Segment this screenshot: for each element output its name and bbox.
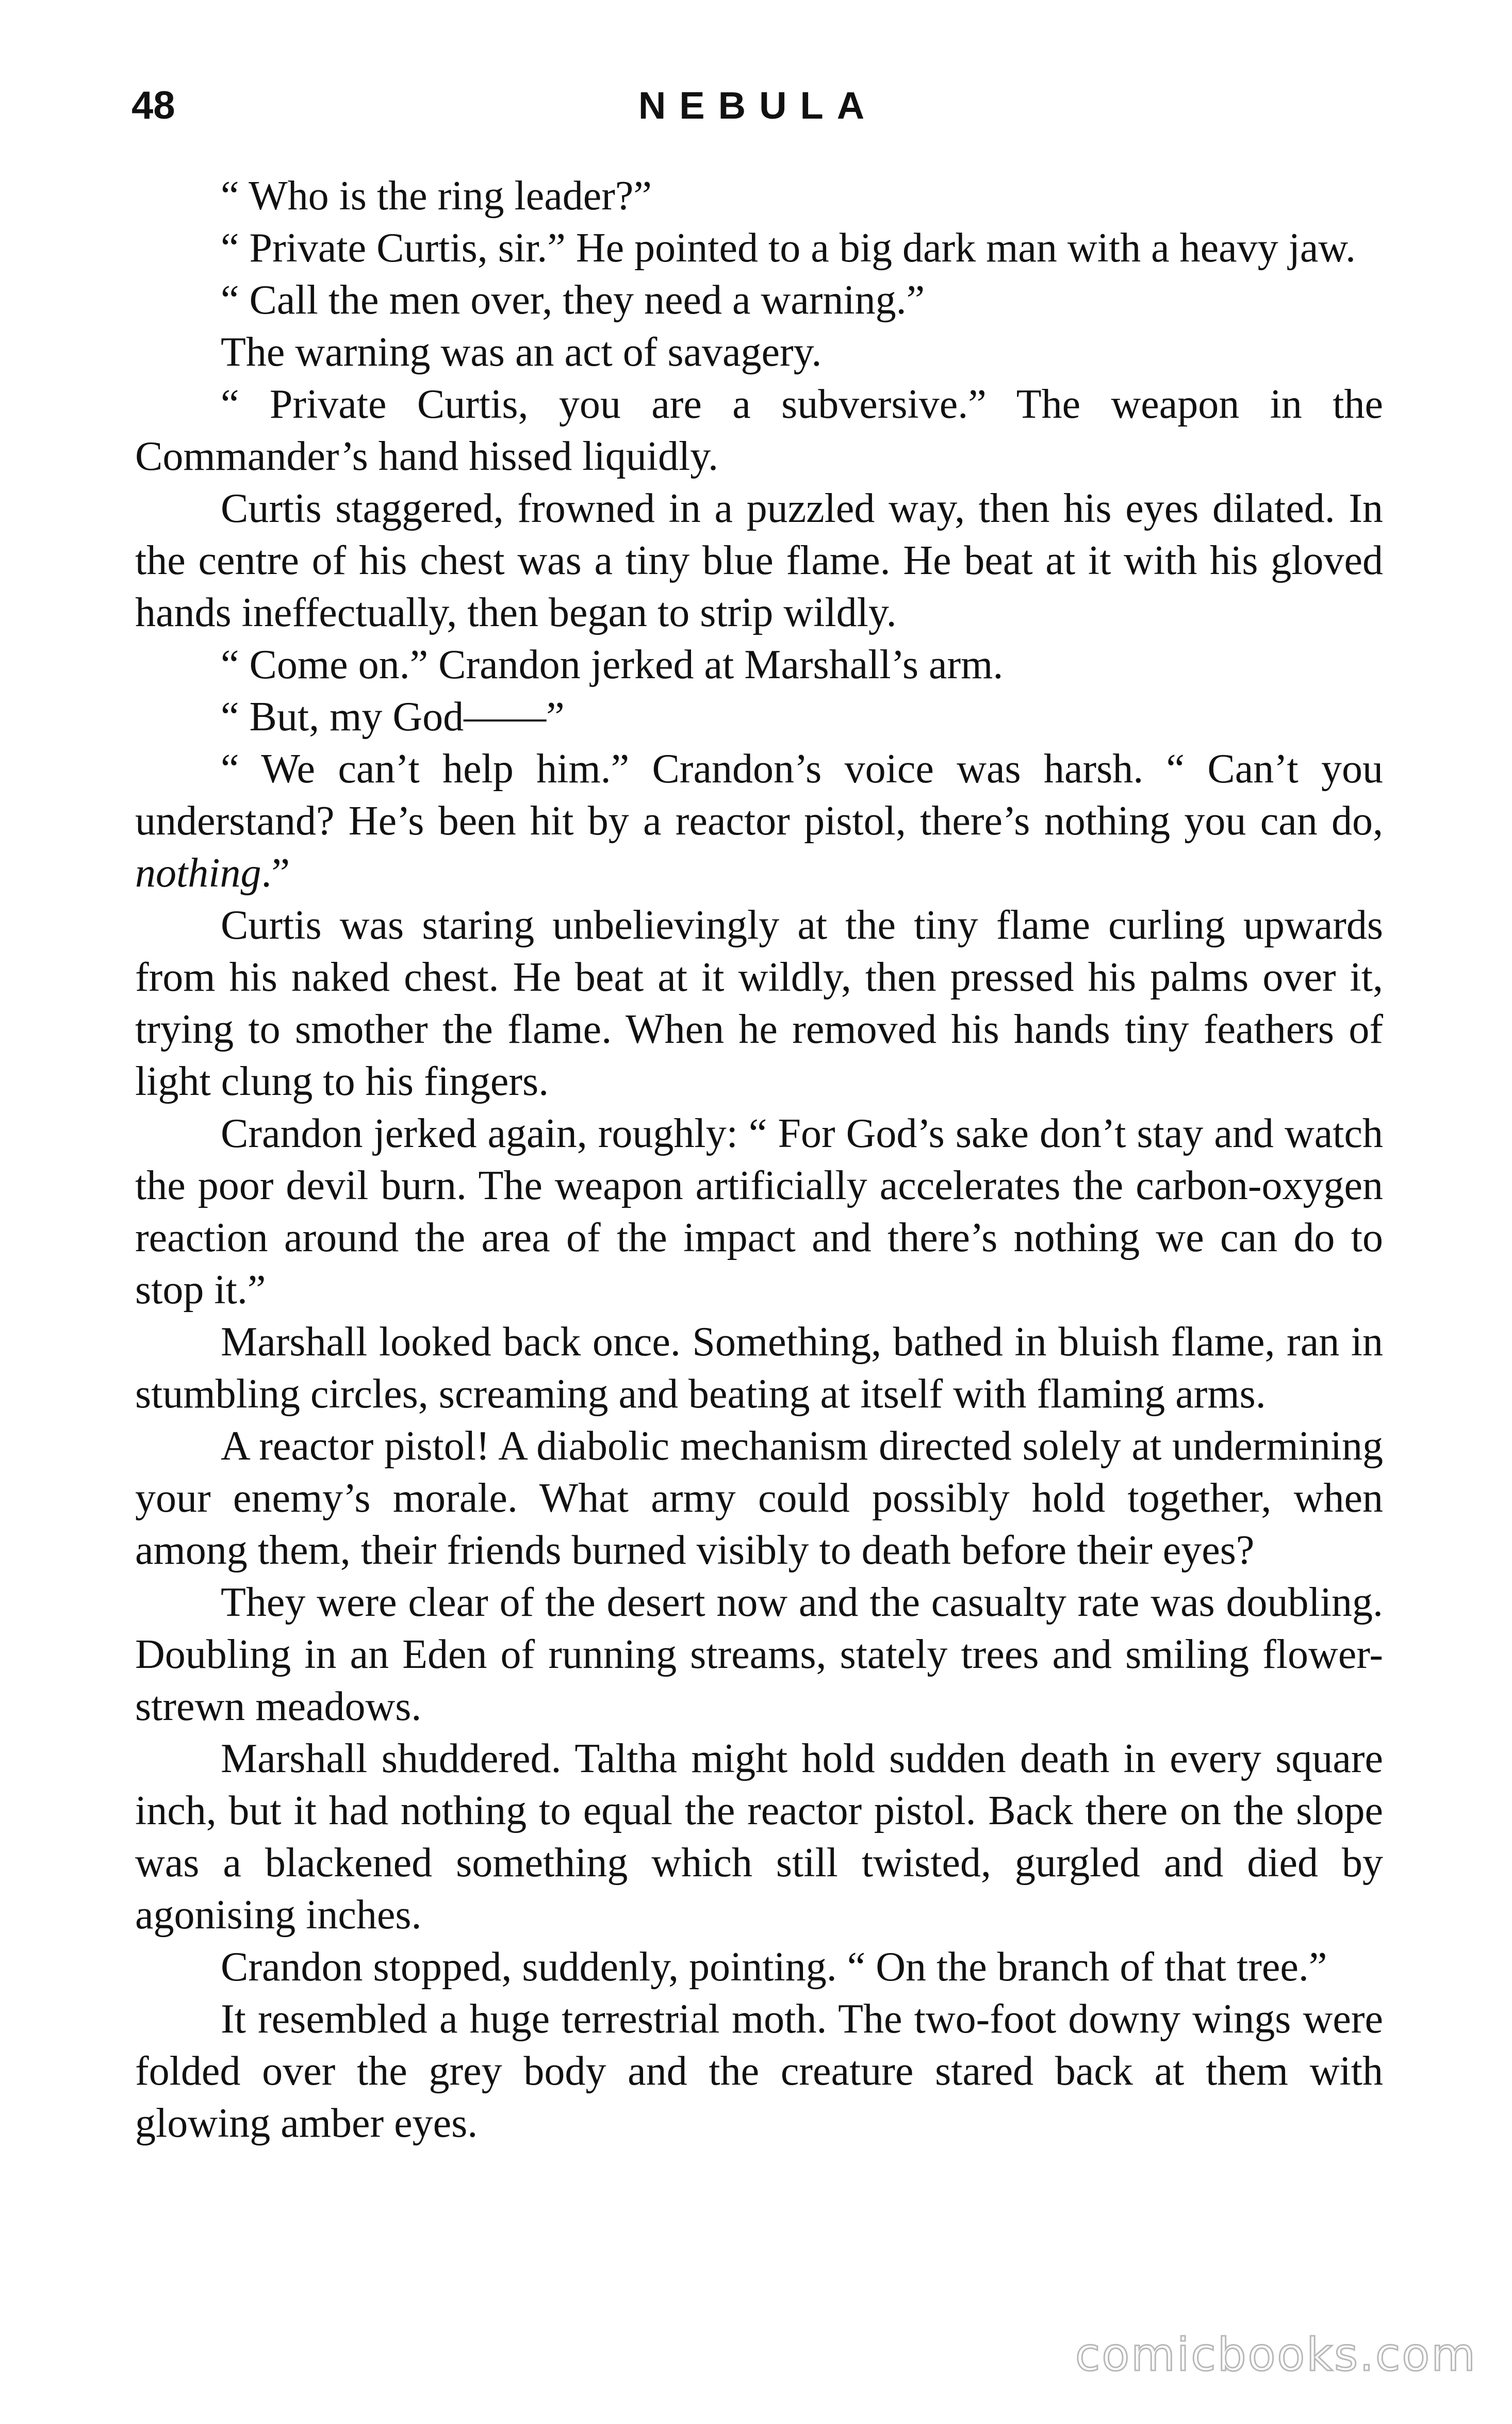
body-text	[135, 170, 1383, 2150]
paragraph: They were clear of the desert now and the casualty rate was doubling. Doubling in an Eden of running streams, stately trees and smiling flower-strewn meadows.	[135, 1580, 1383, 1729]
paragraph: “ Private Curtis, you are a subversive.” The weapon in the Commander’s hand hissed liquidly.	[135, 382, 1383, 479]
paragraph: Curtis was staring unbelievingly at the tiny flame curling upwards from his naked chest. He beat at it wildly, then pressed his palms over it, trying to smother the flame. When he removed his hands tiny feathers of light clung to his fingers.	[135, 903, 1383, 1104]
paragraph: “ Call the men over, they need a warning.”	[221, 277, 925, 323]
watermark: comicbooks.com	[1075, 2328, 1477, 2381]
paragraph: Crandon jerked again, roughly: “ For God’s sake don’t stay and watch the poor devil burn. The weapon artificially accelerates the carbon-oxygen reaction around the area of the impact and there’s nothing we can do to stop it.”	[135, 1111, 1383, 1313]
paragraph	[135, 743, 1383, 899]
page-header	[132, 77, 1385, 134]
paragraph-text: “ We can’t help him.” Crandon’s voice was harsh. “ Can’t you understand? He’s been hit by a reactor pistol, there’s nothing you can do,	[135, 746, 1383, 844]
paragraph: Marshall shuddered. Taltha might hold sudden death in every square inch, but it had nothing to equal the reactor pistol. Back there on the slope was a blackened something which still twisted, gurgled and died by agonising inches.	[135, 1736, 1383, 1938]
paragraph: A reactor pistol! A diabolic mechanism directed solely at undermining your enemy’s morale. What army could possibly hold together, when among them, their friends burned visibly to death before their eyes?	[135, 1423, 1383, 1573]
paragraph: “ Who is the ring leader?”	[221, 173, 652, 219]
running-title: NEBULA	[638, 84, 878, 127]
paragraph: Marshall looked back once. Something, bathed in bluish flame, ran in stumbling circles, screaming and beating at itself with flaming arms.	[135, 1319, 1383, 1417]
paragraph: “ But, my God——”	[221, 694, 565, 740]
page-number: 48	[132, 84, 175, 127]
paragraph-text: .”	[261, 850, 290, 896]
paragraph: It resembled a huge terrestrial moth. The two-foot downy wings were folded over the grey body and the creature stared back at them with glowing amber eyes.	[135, 1996, 1383, 2146]
paragraph: The warning was an act of savagery.	[221, 330, 822, 375]
paragraph: “ Come on.” Crandon jerked at Marshall’s arm.	[221, 642, 1004, 687]
emphasis-text: nothing	[135, 850, 261, 896]
paragraph: “ Private Curtis, sir.” He pointed to a big dark man with a heavy jaw.	[221, 225, 1356, 271]
paragraph: Crandon stopped, suddenly, pointing. “ On the branch of that tree.”	[221, 1944, 1327, 1990]
paragraph: Curtis staggered, frowned in a puzzled way, then his eyes dilated. In the centre of his chest was a tiny blue flame. He beat at it with his gloved hands ineffectually, then began to strip wildly.	[135, 486, 1383, 635]
